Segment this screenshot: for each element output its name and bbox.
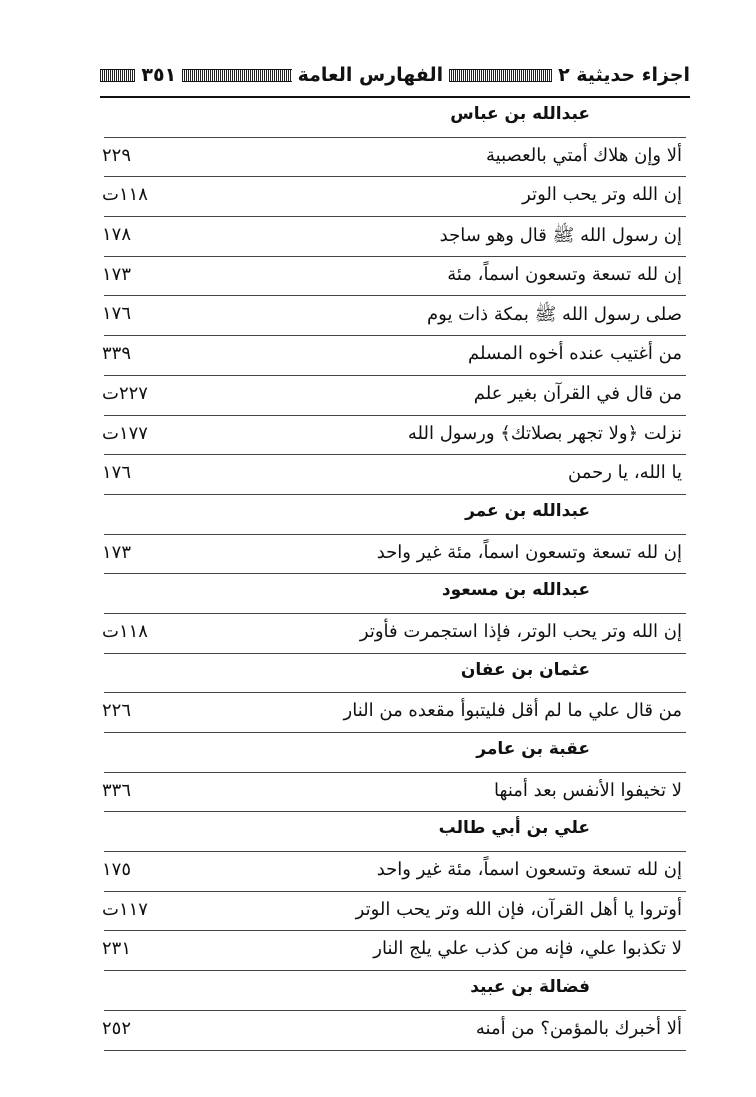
narrator-heading-row [100, 971, 688, 1011]
hadith-page-number: ١١٨ت [102, 184, 148, 206]
hadith-page-number: ١١٧ت [102, 898, 148, 920]
hadith-page-number: ٢٢٧ت [102, 382, 148, 404]
hadith-entry-row [100, 177, 688, 217]
hadith-text: إن الله وتر يحب الوتر [522, 184, 682, 206]
hadith-page-number: ١١٨ت [102, 620, 148, 642]
hadith-text: إن لله تسعة وتسعون اسماً، مئة [447, 263, 682, 285]
hadith-entry-row [100, 376, 688, 416]
page-header [100, 56, 690, 94]
narrator-heading-row [100, 495, 688, 535]
hadith-entry-row [100, 1011, 688, 1051]
hadith-text: لا تخيفوا الأنفس بعد أمنها [494, 779, 682, 801]
hadith-text: نزلت ﴿ولا تجهر بصلاتك﴾ ورسول الله [407, 422, 682, 444]
hadith-text: إن لله تسعة وتسعون اسماً، مئة غير واحد [376, 859, 682, 881]
hadith-page-number: ٢٢٩ [102, 144, 132, 166]
hadith-page-number: ١٧٥ [102, 859, 132, 881]
narrator-name: عثمان بن عفان [460, 659, 590, 680]
hadith-page-number: ١٧٨ [102, 224, 132, 246]
narrator-name: عبدالله بن مسعود [441, 580, 590, 601]
narrator-name: عبدالله بن عباس [450, 104, 590, 124]
hadith-page-number: ٢٥٢ [102, 1017, 132, 1039]
page-number: ٣٥١ [141, 64, 177, 86]
hadith-page-number: ١٧٦ [102, 303, 132, 325]
hadith-entry-row [100, 892, 688, 932]
hadith-text: من قال علي ما لم أقل فليتبوأ مقعده من النار [343, 700, 682, 722]
narrator-name: فضالة بن عبيد [470, 977, 590, 998]
book-title: اجزاء حديثية ٢ [558, 64, 690, 86]
hadith-page-number: ١٧٣ [102, 541, 132, 563]
hadith-page-number: ١٧٣ [102, 263, 132, 285]
hadith-text: صلى رسول الله ﷺ بمكة ذات يوم [427, 304, 682, 326]
hadith-entry-row [100, 257, 688, 297]
hadith-entry-row [100, 535, 688, 575]
hadith-index-list [100, 98, 688, 1051]
hadith-entry-row [100, 693, 688, 733]
section-name: الفهارس العامة [297, 64, 444, 86]
header-ornament [449, 69, 552, 82]
hadith-page-number: ١٧٧ت [102, 422, 148, 444]
narrator-heading-row [100, 654, 688, 694]
hadith-text: إن لله تسعة وتسعون اسماً، مئة غير واحد [376, 541, 682, 563]
row-divider [104, 1050, 686, 1051]
narrator-name: علي بن أبي طالب [438, 818, 590, 839]
narrator-heading-row [100, 98, 688, 138]
hadith-page-number: ٢٣١ [102, 938, 132, 960]
hadith-entry-row [100, 773, 688, 813]
narrator-heading-row [100, 574, 688, 614]
header-ornament [182, 69, 291, 82]
hadith-entry-row [100, 336, 688, 376]
narrator-name: عبدالله بن عمر [465, 500, 590, 521]
hadith-entry-row [100, 455, 688, 495]
header-ornament [100, 69, 135, 82]
hadith-text: ألا وإن هلاك أمتي بالعصبية [486, 144, 682, 166]
hadith-page-number: ٢٢٦ [102, 700, 132, 722]
hadith-page-number: ٣٣٩ [102, 343, 132, 365]
hadith-text: لا تكذبوا علي، فإنه من كذب علي يلج النار [373, 938, 682, 960]
hadith-text: إن رسول الله ﷺ قال وهو ساجد [439, 225, 682, 247]
hadith-page-number: ١٧٦ [102, 462, 132, 484]
hadith-text: من قال في القرآن بغير علم [473, 382, 682, 404]
hadith-entry-row [100, 416, 688, 456]
hadith-text: أوتروا يا أهل القرآن، فإن الله وتر يحب الوتر [355, 898, 682, 920]
hadith-entry-row [100, 217, 688, 257]
hadith-page-number: ٣٣٦ [102, 779, 132, 801]
narrator-heading-row [100, 733, 688, 773]
hadith-text: من أغتيب عنده أخوه المسلم [468, 343, 682, 365]
narrator-heading-row [100, 812, 688, 852]
hadith-text: يا الله، يا رحمن [568, 462, 682, 484]
hadith-text: إن الله وتر يحب الوتر، فإذا استجمرت فأوتر [359, 620, 682, 642]
hadith-entry-row [100, 931, 688, 971]
hadith-entry-row [100, 852, 688, 892]
hadith-entry-row [100, 614, 688, 654]
hadith-text: ألا أخبرك بالمؤمن؟ من أمنه [475, 1017, 682, 1039]
narrator-name: عقبة بن عامر [476, 739, 590, 759]
hadith-entry-row [100, 296, 688, 336]
hadith-entry-row [100, 138, 688, 178]
